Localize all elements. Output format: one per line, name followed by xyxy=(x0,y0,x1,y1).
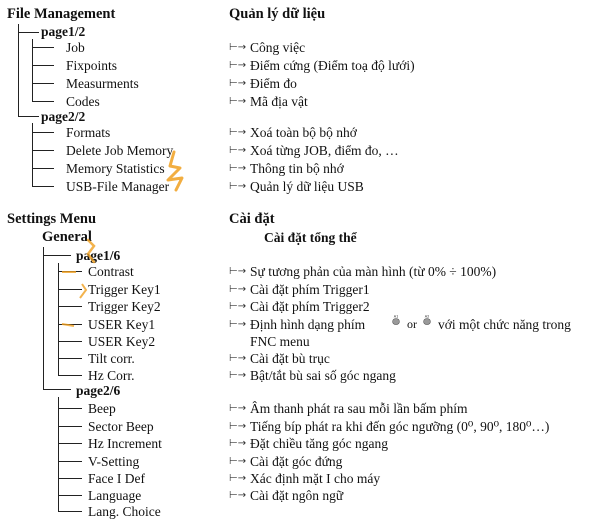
arrow-icon: ⊢→ xyxy=(229,319,247,330)
menu-item-name: Hz Corr. xyxy=(88,368,135,383)
menu-item-name: Measurments xyxy=(66,76,139,91)
tree-line xyxy=(58,341,82,342)
section-title-file-management-vi: Quản lý dữ liệu xyxy=(229,6,326,22)
page-label: page2/2 xyxy=(41,109,86,124)
tree-line xyxy=(58,358,82,359)
highlight-mark xyxy=(60,266,90,336)
svg-text:A2: A2 xyxy=(424,314,430,319)
menu-item-name: Language xyxy=(88,488,142,503)
user-key2-icon xyxy=(422,314,432,325)
page-label: page1/2 xyxy=(41,24,86,39)
menu-item-desc: Thông tin bộ nhớ xyxy=(250,161,344,176)
tree-line xyxy=(32,65,54,66)
menu-item-desc: Công việc xyxy=(250,40,306,55)
menu-item-name: Trigger Key1 xyxy=(88,282,161,297)
menu-item-desc: Sự tương phản của màn hình (từ 0% ÷ 100%) xyxy=(250,264,497,279)
tree-line xyxy=(18,24,19,116)
tree-line xyxy=(32,132,54,133)
menu-item-name: Trigger Key2 xyxy=(88,299,161,314)
menu-item-desc-part: Định hình dạng phím xyxy=(250,317,366,332)
menu-item-desc: Cài đặt ngôn ngữ xyxy=(250,488,344,503)
menu-item-desc-or: or xyxy=(407,317,417,331)
menu-item-desc: Điểm đo xyxy=(250,76,297,91)
menu-item-desc: Tiếng bíp phát ra khi đến góc ngưỡng (0⁰, 90⁰, 180⁰…) xyxy=(250,419,550,434)
menu-item-desc: Xoá từng JOB, điểm đo, … xyxy=(250,143,399,158)
menu-item-name: USER Key1 xyxy=(88,317,156,332)
tree-line xyxy=(58,511,82,512)
arrow-icon: ⊢→ xyxy=(229,490,247,501)
tree-line xyxy=(58,495,82,496)
tree-line xyxy=(32,168,54,169)
tree-line xyxy=(32,47,54,48)
arrow-icon: ⊢→ xyxy=(229,473,247,484)
arrow-icon: ⊢→ xyxy=(229,370,247,381)
menu-item-name: Lang. Choice xyxy=(88,504,161,519)
menu-item-desc: Cài đặt phím Trigger2 xyxy=(250,299,370,314)
menu-item-desc: Mã địa vật xyxy=(250,94,308,109)
arrow-icon: ⊢→ xyxy=(229,127,247,138)
tree-line xyxy=(58,443,82,444)
menu-item-desc: Cài đặt phím Trigger1 xyxy=(250,282,370,297)
menu-item-desc: Cài đặt bù trục xyxy=(250,351,330,366)
arrow-icon: ⊢→ xyxy=(229,403,247,414)
tree-line xyxy=(32,83,54,84)
section-title-settings-menu-vi: Cài đặt xyxy=(229,211,275,227)
tree-line xyxy=(18,32,39,33)
highlight-mark xyxy=(84,236,100,266)
tree-line xyxy=(58,461,82,462)
menu-item-name: Delete Job Memory xyxy=(66,143,174,158)
arrow-icon: ⊢→ xyxy=(229,60,247,71)
arrow-icon: ⊢→ xyxy=(229,353,247,364)
menu-item-name: Formats xyxy=(66,125,111,140)
menu-item-name: Job xyxy=(66,40,85,55)
menu-item-desc: Điểm cứng (Điểm toạ độ lưới) xyxy=(250,58,415,73)
menu-item-desc: Bật/tắt bù sai số góc ngang xyxy=(250,368,396,383)
tree-line xyxy=(58,478,82,479)
arrow-icon: ⊢→ xyxy=(229,145,247,156)
svg-text:A1: A1 xyxy=(393,314,399,319)
arrow-icon: ⊢→ xyxy=(229,301,247,312)
page-label: page1/6 xyxy=(76,248,121,263)
tree-line xyxy=(32,150,54,151)
arrow-icon: ⊢→ xyxy=(229,456,247,467)
tree-line xyxy=(58,397,59,511)
arrow-icon: ⊢→ xyxy=(229,42,247,53)
menu-item-name: Beep xyxy=(88,401,116,416)
section-title-settings-menu: Settings Menu xyxy=(7,211,97,227)
arrow-icon: ⊢→ xyxy=(229,438,247,449)
arrow-icon: ⊢→ xyxy=(229,163,247,174)
menu-item-name: USB-File Manager xyxy=(66,179,170,194)
submenu-title-general-vi: Cài đặt tổng thể xyxy=(264,230,357,245)
tree-line xyxy=(18,116,39,117)
menu-item-desc: Quản lý dữ liệu USB xyxy=(250,179,364,194)
menu-item-name: Fixpoints xyxy=(66,58,118,73)
submenu-title-general: General xyxy=(42,229,92,245)
tree-line xyxy=(58,375,82,376)
arrow-icon: ⊢→ xyxy=(229,181,247,192)
highlight-mark xyxy=(160,150,190,192)
menu-item-desc-part: với một chức năng trong xyxy=(438,317,571,332)
menu-item-name: Hz Increment xyxy=(88,436,162,451)
arrow-icon: ⊢→ xyxy=(229,284,247,295)
menu-item-name: Contrast xyxy=(88,264,134,279)
menu-item-desc: Âm thanh phát ra sau mỗi lần bấm phím xyxy=(250,401,468,416)
tree-line xyxy=(43,255,71,256)
menu-item-name: Tilt corr. xyxy=(88,351,135,366)
tree-line xyxy=(43,247,44,389)
tree-line xyxy=(32,186,54,187)
arrow-icon: ⊢→ xyxy=(229,78,247,89)
menu-item-desc: Xoá toàn bộ bộ nhớ xyxy=(250,125,357,140)
tree-line xyxy=(32,39,33,102)
menu-item-name: Sector Beep xyxy=(88,419,154,434)
user-key1-icon xyxy=(391,314,401,325)
tree-line xyxy=(43,389,71,390)
menu-item-desc: Cài đặt góc đứng xyxy=(250,454,343,469)
tree-line xyxy=(58,408,82,409)
menu-item-name: Memory Statistics xyxy=(66,161,165,176)
menu-item-name: Face I Def xyxy=(88,471,145,486)
tree-line xyxy=(58,426,82,427)
menu-item-name: Codes xyxy=(66,94,100,109)
arrow-icon: ⊢→ xyxy=(229,96,247,107)
arrow-icon: ⊢→ xyxy=(229,266,247,277)
tree-line xyxy=(32,101,54,102)
section-title-file-management: File Management xyxy=(7,6,116,22)
menu-item-name: USER Key2 xyxy=(88,334,156,349)
menu-item-desc: Xác định mặt I cho máy xyxy=(250,471,381,486)
page-label: page2/6 xyxy=(76,383,121,398)
menu-item-name: V-Setting xyxy=(88,454,140,469)
arrow-icon: ⊢→ xyxy=(229,421,247,432)
menu-item-desc-continued: FNC menu xyxy=(250,334,310,349)
menu-item-desc: Đặt chiều tăng góc ngang xyxy=(250,436,388,451)
